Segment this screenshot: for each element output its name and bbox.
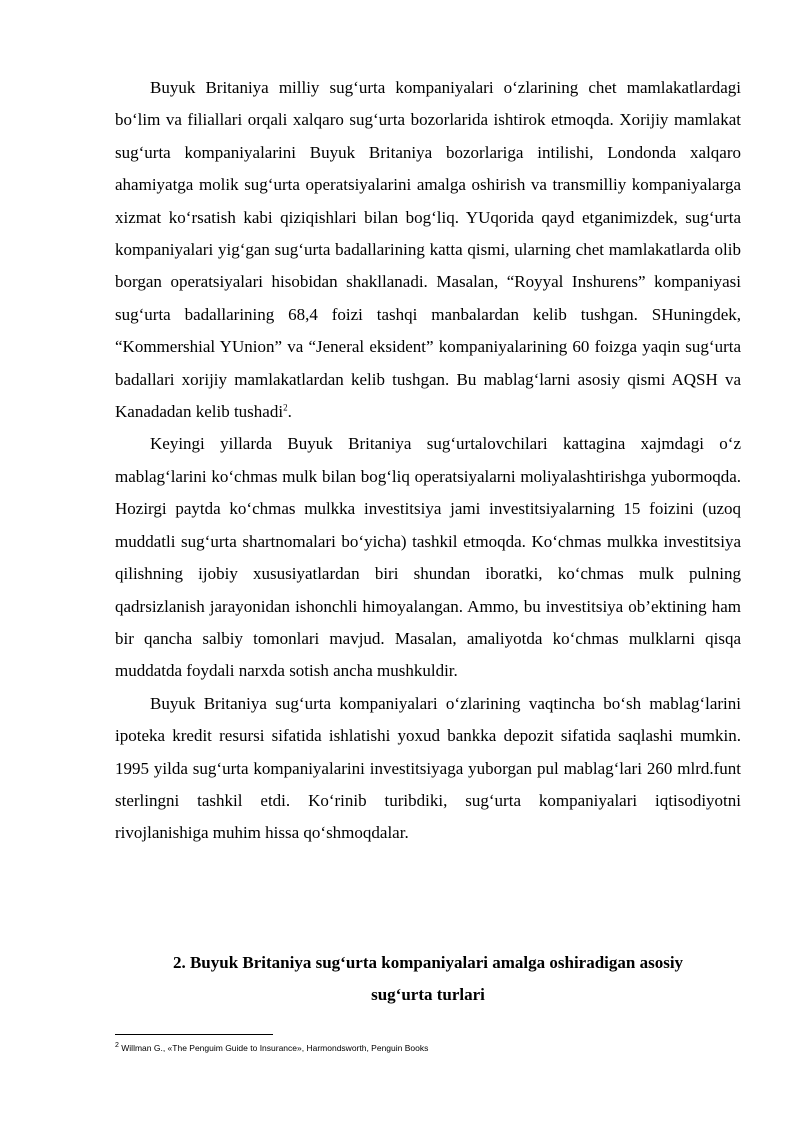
- section-heading-line-1: 2. Buyuk Britaniya sug‘urta kompaniyalari amalga oshiradigan asosiy: [172, 953, 684, 972]
- section-heading: [115, 947, 741, 1011]
- footnote-number: 2: [115, 1042, 119, 1049]
- footnote-text: Willman G., «The Penguim Guide to Insurance», Harmondsworth, Penguin Books: [118, 1042, 429, 1053]
- footnote-separator: [115, 1034, 273, 1035]
- paragraph-1-tail: .: [287, 402, 292, 422]
- paragraph-1-text: Buyuk Britaniya milliy sug‘urta kompaniyalari o‘zlarining chet mamlakatlardagi bo‘lim va filiallari orqali xalqaro sug‘urta bozorlarida ishtirok etmoqda. Xorijiy mamlakat sug‘urta kompaniyalarini Buyuk Britaniya bozorlariga intilishi, Londonda xalqaro ahamiyatga molik sug‘urta operatsiyalarini amalga oshirish va transmilliy kompaniyalarga xizmat ko‘rsatish kabi qiziqishlari bilan bog‘liq. YUqorida qayd etganimizdek, sug‘urta kompaniyalari yig‘gan sug‘urta badallarining katta qismi, ularning chet mamlakatlarda olib borgan operatsiyalari hisobidan shakllanadi. Masalan, “Royyal Inshurens” kompaniyasi sug‘urta badallarining 68,4 foizi tashqi manbalardan kelib tushgan. SHuningdek, “Kommershial YUnion” va “Jeneral eksident” kompaniyalarining 60 foizga yaqin sug‘urta badallari xorijiy mamlakatlardan kelib tushgan. Bu mablag‘larni asosiy qismi AQSH va Kanadadan kelib tushadi: [115, 78, 741, 422]
- paragraph-3: Buyuk Britaniya sug‘urta kompaniyalari o‘zlarining vaqtincha bo‘sh mablag‘larini ipoteka kredit resursi sifatida ishlatishi yoxud bankka depozit sifatida saqlashi mumkin. 1995 yilda sug‘urta kompaniyalarini investitsiyaga yuborgan pul mablag‘lari 260 mlrd.funt sterlingni tashkil etdi. Ko‘rinib turibdiki, sug‘urta kompaniyalari iqtisodiyotni rivojlanishiga muhim hissa qo‘shmoqdalar.: [115, 693, 741, 843]
- footnote: [115, 1040, 741, 1054]
- section-heading-line-2: sug‘urta turlari: [371, 985, 485, 1004]
- paragraph-1: [115, 72, 741, 428]
- footnote-reference[interactable]: 2: [283, 402, 288, 413]
- paragraph-2: Keyingi yillarda Buyuk Britaniya sug‘urtalovchilari kattagina xajmdagi o‘z mablag‘larini ko‘chmas mulk bilan bog‘liq operatsiyalarni moliyalashtirishga yubormoqda. Hozirgi paytda ko‘chmas mulkka investitsiya jami investitsiyalarning 15 foizini (uzoq muddatli sug‘urta shartnomalari bo‘yicha) tashkil etmoqda. Ko‘chmas mulkka investitsiya qilishning ijobiy xususiyatlardan biri shundan iboratki, ko‘chmas mulk pulning qadrsizlanish jarayonidan ishonchli himoyalangan. Ammo, bu investitsiya ob’ektining ham bir qancha salbiy tomonlari mavjud. Masalan, amaliyotda ko‘chmas mulklarni qisqa muddatda foydali narxda sotish ancha mushkuldir.: [115, 434, 741, 681]
- body-text: [115, 72, 741, 850]
